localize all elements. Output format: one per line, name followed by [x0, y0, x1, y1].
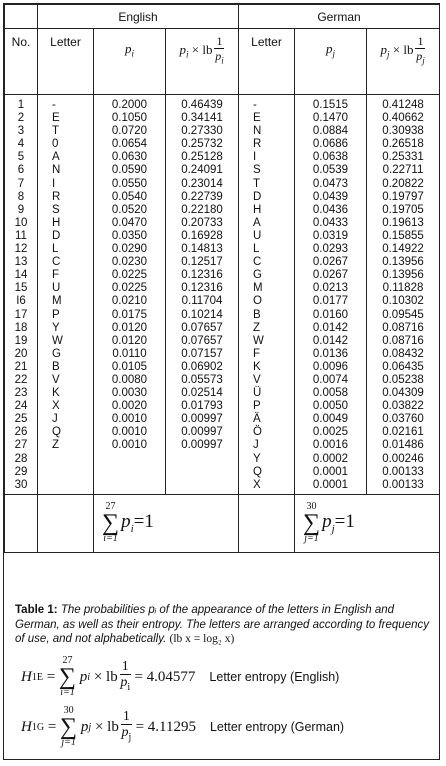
- table-cell: 0.0020: [111, 400, 148, 413]
- table-cell: N: [253, 125, 262, 138]
- table-cell: 0.0074: [312, 373, 349, 386]
- table-cell: 0.0439: [312, 190, 349, 203]
- table-caption: [15, 603, 430, 647]
- table-cell: 0.03822: [382, 400, 424, 413]
- table-cell: 0.22739: [181, 190, 223, 203]
- p-j-symbol: $p_j$: [325, 41, 335, 59]
- table-cell: 0.12316: [181, 282, 223, 295]
- table-cell: 0.27330: [181, 125, 223, 138]
- sum-english-lower: i=1: [103, 533, 118, 545]
- table-cell: 0.26518: [382, 138, 424, 151]
- table-cell: I: [52, 177, 56, 190]
- table-cell: 0.23014: [181, 177, 223, 190]
- table-cell: 0.25331: [382, 151, 424, 164]
- table-cell: 0.0350: [111, 229, 148, 242]
- formula-english-upper: 27: [62, 655, 73, 666]
- table-cell: F: [52, 269, 60, 282]
- table-cell: B: [253, 308, 261, 321]
- table-cell: 0.41248: [382, 99, 424, 111]
- table-cell: 0.24091: [181, 164, 223, 177]
- table-cell: B: [52, 360, 60, 373]
- table-cell: E: [52, 112, 60, 125]
- table-cell: F: [253, 347, 261, 360]
- formula-german-value: = 4.11295: [135, 718, 196, 735]
- table-cell: 0.08716: [382, 321, 424, 334]
- table-cell: 0.0142: [312, 334, 349, 347]
- entropy-formula-english: H 1E = 27 ∑ i=1 p i × lb $\frac{1}{p_i}$ = 4.04577 Letter entropy (English): [21, 655, 340, 698]
- formula-english-lhs: H: [21, 668, 32, 685]
- table-cell: P: [52, 308, 60, 321]
- p-i-symbol: $p_i$: [124, 41, 134, 59]
- table-cell: 0.0210: [111, 295, 148, 308]
- table-cell: 0.0638: [312, 151, 349, 164]
- table-cell: 15: [14, 282, 28, 295]
- table-cell: 0.0436: [312, 203, 349, 216]
- table-cell: 0.0110: [112, 347, 147, 360]
- table-cell: 18: [14, 321, 28, 334]
- table-cell: 0.0058: [312, 387, 349, 400]
- table-cell: 0.00133: [382, 478, 424, 491]
- table-cell: 20: [14, 347, 28, 360]
- table-cell: 22: [14, 373, 28, 386]
- table-cell: 0.0177: [312, 295, 349, 308]
- sum-row: [5, 494, 440, 552]
- table-cell: 26: [14, 426, 28, 439]
- table-cell: 19: [14, 334, 28, 347]
- table-cell: M: [253, 282, 263, 295]
- table-cell: 0.0293: [312, 243, 349, 256]
- table-cell: 0.00997: [181, 426, 223, 439]
- table-cell: 0.0160: [312, 308, 349, 321]
- table-cell: 0.0433: [312, 216, 349, 229]
- table-cell: 0.34141: [181, 112, 223, 125]
- table-cell: 0.08432: [382, 347, 424, 360]
- sum-german-rhs: =1: [334, 511, 355, 533]
- table-cell: R: [253, 138, 262, 151]
- table-cell: 0.22711: [382, 164, 424, 177]
- sigma-icon: ∑: [303, 510, 321, 537]
- table-cell: 0.0120: [111, 321, 148, 334]
- table-cell: A: [253, 216, 261, 229]
- formula-german-upper: 30: [63, 705, 74, 716]
- table-cell: 7: [17, 177, 25, 190]
- formula-english-summand: p: [79, 668, 88, 685]
- table-cell: 0.20822: [382, 177, 424, 190]
- formula-german-frac-num: 1: [122, 708, 130, 724]
- table-cell: 0.07657: [181, 334, 223, 347]
- header-p-english: [94, 29, 166, 95]
- table-cell: 0.0030: [111, 387, 148, 400]
- entropy-term-german: $p_j$ × lb $\frac{1}{p_j}$: [380, 34, 425, 66]
- table-cell: 6: [17, 164, 25, 177]
- table-cell: 0.19613: [382, 216, 424, 229]
- entropy-term-english: $p_i$ × lb $\frac{1}{p_i}$: [179, 34, 224, 66]
- formula-english-value: = 4.04577: [134, 668, 196, 685]
- table-cell: 0.00246: [382, 452, 424, 465]
- formula-german-lower: j=1: [61, 737, 76, 748]
- table-cell: H: [52, 216, 61, 229]
- table-cell: 0.0230: [111, 256, 148, 269]
- column-header-row: [5, 29, 440, 95]
- table-cell: 9: [17, 203, 25, 216]
- table-cell: 0.40662: [382, 112, 424, 125]
- table-cell: 0.0267: [312, 256, 349, 269]
- table-cell: 13: [14, 256, 28, 269]
- table-cell: M: [52, 295, 62, 308]
- table-cell: L: [253, 243, 260, 256]
- table-cell: 0.1050: [111, 112, 148, 125]
- entropy-formula-german: H 1G = 30 ∑ j=1 p j × lb $\frac{1}{p_j}$ = 4.11295 Letter entropy (German): [21, 705, 345, 748]
- formula-english-lower: i=1: [60, 687, 75, 698]
- sigma-icon: ∑: [58, 664, 77, 690]
- table-cell: 2: [17, 112, 25, 125]
- sum-english-upper: 27: [105, 501, 116, 513]
- header-p-german: [295, 29, 367, 95]
- table-cell: 0.09545: [382, 308, 424, 321]
- english-letter-column: [52, 99, 93, 453]
- table-cell: O: [253, 295, 262, 308]
- table-cell: 0.0025: [312, 426, 349, 439]
- table-cell: X: [253, 478, 261, 491]
- formula-english-times-lb: × lb: [93, 668, 118, 685]
- table-cell: 0.0001: [312, 478, 349, 491]
- table-cell: R: [52, 190, 61, 203]
- table-cell: N: [52, 164, 61, 177]
- table-cell: 0.05238: [382, 373, 424, 386]
- table-cell: 0.0539: [312, 164, 349, 177]
- table-cell: D: [52, 229, 61, 242]
- table-cell: 1: [17, 99, 25, 111]
- formula-german-lhs: H: [21, 718, 32, 735]
- sum-german: [295, 494, 440, 552]
- table-cell: T: [253, 177, 261, 190]
- table-cell: E: [253, 112, 261, 125]
- table-cell: 0.0319: [312, 229, 349, 242]
- table-cell: 0.1470: [312, 112, 349, 125]
- table-cell: 0.0002: [312, 452, 349, 465]
- table-cell: 0.11704: [181, 295, 223, 308]
- formula-german-times-lb: × lb: [94, 718, 119, 735]
- table-cell: 4: [17, 138, 25, 151]
- table-cell: 0.06902: [181, 360, 223, 373]
- table-cell: 10: [14, 216, 28, 229]
- table-cell: 0.20733: [181, 216, 223, 229]
- formula-german-summand: p: [80, 718, 89, 735]
- table-cell: I6: [16, 295, 26, 308]
- english-entropy-column: [166, 99, 238, 453]
- table-cell: 0.0136: [312, 347, 349, 360]
- table-cell: 0.0686: [312, 138, 349, 151]
- table-cell: G: [52, 347, 61, 360]
- sigma-icon: ∑: [102, 510, 120, 537]
- table-cell: 0.14922: [382, 243, 424, 256]
- table-cell: 0.0175: [111, 308, 148, 321]
- formula-german-frac-den: p: [121, 724, 129, 740]
- table-cell: 0.04309: [382, 387, 424, 400]
- sum-empty-letter-german: [239, 494, 295, 552]
- table-cell: 0: [52, 138, 59, 151]
- sum-empty-no: [5, 494, 38, 552]
- german-header: German: [239, 5, 440, 29]
- table-cell: 0.15855: [382, 229, 424, 242]
- table-cell: 0.0590: [111, 164, 148, 177]
- table-cell: 0.0473: [312, 177, 349, 190]
- table-cell: 0.00997: [181, 439, 223, 452]
- table-cell: 0.46439: [181, 99, 223, 111]
- table-cell: 12: [14, 243, 28, 256]
- formula-german-description: Letter entropy (German): [209, 720, 345, 734]
- table-cell: 0.0010: [111, 439, 148, 452]
- table-cell: V: [52, 373, 60, 386]
- document-page: [3, 3, 440, 760]
- formula-english-summand-sub: i: [87, 671, 91, 683]
- table-cell: 14: [14, 269, 28, 282]
- table-cell: 0.0470: [111, 216, 148, 229]
- table-cell: 0.0120: [111, 334, 148, 347]
- formula-english-description: Letter entropy (English): [209, 670, 340, 684]
- table-cell: 0.01793: [181, 400, 223, 413]
- table-cell: 0.0049: [312, 413, 349, 426]
- table-cell: 0.08716: [382, 334, 424, 347]
- table-cell: J: [253, 439, 259, 452]
- table-cell: 0.1515: [312, 99, 349, 111]
- table-cell: T: [52, 125, 60, 138]
- formula-german-summand-sub: j: [88, 721, 92, 733]
- table-cell: 25: [14, 413, 28, 426]
- table-cell: V: [253, 373, 261, 386]
- table-cell: 0.00133: [382, 465, 424, 478]
- table-cell: 0.07657: [181, 321, 223, 334]
- table-cell: K: [52, 387, 60, 400]
- table-cell: 8: [17, 190, 25, 203]
- table-cell: 0.0630: [111, 151, 148, 164]
- header-no: No.: [5, 29, 38, 95]
- table-cell: C: [52, 256, 61, 269]
- table-cell: 0.25732: [181, 138, 223, 151]
- table-cell: 24: [14, 400, 28, 413]
- table-cell: 0.0884: [312, 125, 349, 138]
- header-entropy-german: [367, 29, 440, 95]
- table-cell: 0.16928: [181, 229, 223, 242]
- table-cell: 29: [14, 465, 28, 478]
- table-cell: Z: [52, 439, 60, 452]
- table-cell: 0.14813: [181, 243, 223, 256]
- formula-english-lhs-sub: 1E: [31, 671, 43, 683]
- german-letter-column: [253, 99, 294, 492]
- table-cell: 0.05573: [181, 373, 223, 386]
- language-header-row: [5, 5, 440, 29]
- table-cell: 0.19797: [382, 190, 424, 203]
- table-cell: G: [253, 269, 262, 282]
- table-cell: 23: [14, 387, 28, 400]
- sum-english-rhs: =1: [133, 511, 154, 533]
- letter-probability-table: [4, 4, 440, 553]
- table-cell: K: [253, 360, 261, 373]
- table-cell: 0.0654: [111, 138, 148, 151]
- table-cell: 0.0001: [312, 465, 349, 478]
- english-header: English: [38, 5, 239, 29]
- table-cell: 0.12316: [181, 269, 223, 282]
- table-cell: U: [253, 229, 262, 242]
- header-letter-german: Letter: [239, 29, 295, 95]
- table-cell: S: [52, 203, 60, 216]
- sum-german-sub: j: [331, 523, 335, 536]
- table-cell: 27: [14, 439, 28, 452]
- table-cell: 3: [17, 125, 25, 138]
- sum-german-upper: 30: [306, 501, 317, 513]
- table-cell: 0.07157: [181, 347, 223, 360]
- formula-german-frac-den-sub: j: [128, 731, 132, 743]
- table-cell: P: [253, 400, 261, 413]
- table-cell: 0.25128: [181, 151, 223, 164]
- table-cell: 0.02161: [382, 426, 424, 439]
- table-cell: 5: [17, 151, 25, 164]
- caption-label: Table 1:: [15, 604, 58, 616]
- caption-math-note: (lb x = log₂ x): [169, 633, 235, 645]
- table-cell: S: [253, 164, 261, 177]
- table-cell: L: [52, 243, 59, 256]
- table-cell: 0.0540: [111, 190, 148, 203]
- table-cell: 0.0105: [111, 360, 148, 373]
- table-cell: X: [52, 400, 60, 413]
- table-cell: -: [52, 99, 56, 111]
- table-cell: U: [52, 282, 61, 295]
- table-cell: 0.12517: [181, 256, 223, 269]
- table-cell: 0.30938: [382, 125, 424, 138]
- table-cell: Ü: [253, 387, 262, 400]
- table-cell: 0.0213: [312, 282, 349, 295]
- table-cell: 0.0096: [312, 360, 349, 373]
- table-cell: Z: [253, 321, 261, 334]
- table-cell: C: [253, 256, 262, 269]
- row-number-column: [5, 99, 37, 492]
- sum-english-var: p: [121, 511, 131, 533]
- formula-german-lhs-sub: 1G: [31, 721, 45, 733]
- table-cell: 0.0080: [111, 373, 148, 386]
- sigma-icon: ∑: [60, 714, 78, 740]
- table-cell: 0.02514: [181, 387, 223, 400]
- table-cell: Q: [52, 426, 61, 439]
- table-cell: 0.0225: [111, 269, 148, 282]
- table-cell: A: [52, 151, 60, 164]
- table-cell: 0.0142: [312, 321, 349, 334]
- table-cell: 0.10302: [382, 295, 424, 308]
- sum-english: [94, 494, 239, 552]
- english-probability-column: [94, 99, 165, 453]
- formula-english-frac-num: 1: [121, 658, 129, 674]
- table-cell: 0.0225: [111, 282, 148, 295]
- table-cell: D: [253, 190, 262, 203]
- table-cell: 0.0016: [312, 439, 349, 452]
- table-cell: 0.10214: [181, 308, 223, 321]
- table-cell: Q: [253, 465, 262, 478]
- table-cell: 17: [14, 308, 28, 321]
- table-cell: I: [253, 151, 257, 164]
- table-cell: 0.01486: [382, 439, 424, 452]
- table-cell: J: [52, 413, 58, 426]
- header-entropy-english: [166, 29, 239, 95]
- table-cell: 0.03760: [382, 413, 424, 426]
- table-cell: 0.11828: [382, 282, 424, 295]
- caption-text: The probabilities pᵢ of the appearance of the letters in English and German, as well as their entropy. The letters are arranged according to frequency of use, and not alphabetically.: [15, 604, 429, 645]
- table-cell: Ä: [253, 413, 261, 426]
- table-cell: 0.0550: [111, 177, 148, 190]
- header-letter-english: Letter: [38, 29, 94, 95]
- corner-cell: [5, 5, 38, 29]
- german-probability-column: [295, 99, 366, 492]
- table-cell: Y: [253, 452, 261, 465]
- table-cell: 0.0290: [111, 243, 148, 256]
- sum-empty-letter-english: [38, 494, 94, 552]
- table-cell: 0.0050: [312, 400, 349, 413]
- table-cell: H: [253, 203, 262, 216]
- table-cell: 0.2000: [111, 99, 148, 111]
- table-cell: 0.0267: [312, 269, 349, 282]
- table-cell: 0.13956: [382, 269, 424, 282]
- table-cell: 0.13956: [382, 256, 424, 269]
- table-cell: 0.0010: [111, 413, 148, 426]
- table-cell: 21: [14, 360, 28, 373]
- sum-english-sub: i: [130, 523, 134, 536]
- formula-english-frac-den-sub: i: [127, 681, 131, 693]
- sum-german-lower: j=1: [304, 533, 319, 545]
- table-cell: 11: [15, 229, 27, 242]
- table-cell: 0.0720: [111, 125, 148, 138]
- table-cell: W: [253, 334, 264, 347]
- table-cell: 28: [14, 452, 28, 465]
- table-cell: 0.0010: [111, 426, 148, 439]
- table-cell: W: [52, 334, 63, 347]
- table-cell: 30: [14, 478, 28, 491]
- formula-english-frac-den: p: [120, 674, 128, 690]
- table-cell: 0.22180: [181, 203, 223, 216]
- table-cell: 0.19705: [382, 203, 424, 216]
- table-cell: Ö: [253, 426, 262, 439]
- data-row: [5, 95, 440, 495]
- table-cell: -: [253, 99, 257, 111]
- table-cell: 0.0520: [111, 203, 148, 216]
- german-entropy-column: [367, 99, 439, 492]
- table-cell: 0.06435: [382, 360, 424, 373]
- table-cell: 0.00997: [181, 413, 223, 426]
- sum-german-var: p: [322, 511, 332, 533]
- table-cell: Y: [52, 321, 60, 334]
